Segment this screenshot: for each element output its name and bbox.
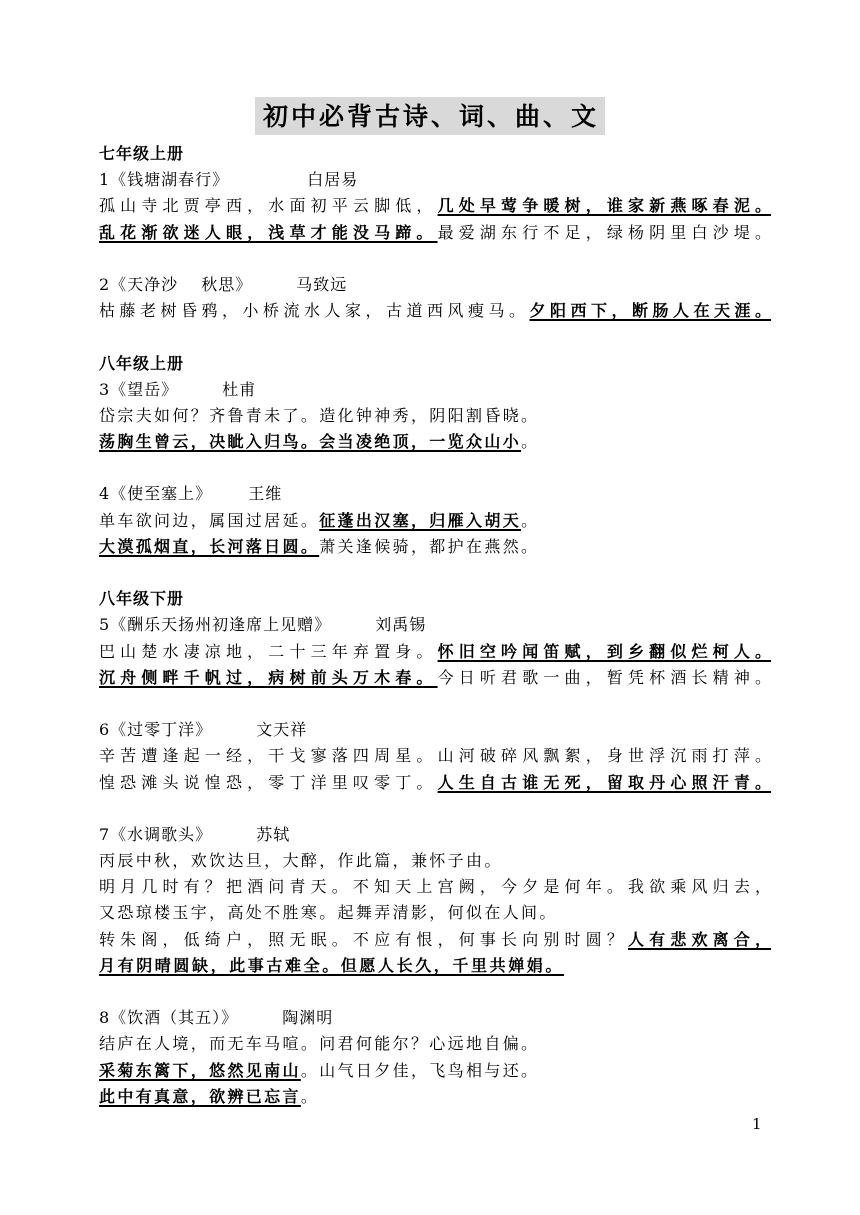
poem-7-line-4 <box>99 927 771 953</box>
poem-4-highlight: 征蓬出汉塞，归雁入胡天 <box>319 510 522 530</box>
poem-8-line-2 <box>99 1058 771 1084</box>
poem-7-line-1: 丙辰中秋，欢饮达旦，大醉，作此篇，兼怀子由。 <box>99 851 503 871</box>
poem-7-highlight: 人有悲欢离合， <box>628 929 771 949</box>
poem-6-heading <box>99 717 771 743</box>
poem-6-author: 文天祥 <box>256 720 308 740</box>
poem-6-line-2 <box>99 770 771 796</box>
poem-1-line-2 <box>99 220 771 246</box>
poem-4-text: 单车欲问边，属国过居延。 <box>99 510 320 530</box>
poem-7-author: 苏轼 <box>256 824 291 844</box>
poem-4-text: 。 <box>521 510 540 530</box>
poem-7-line-3: 又恐琼楼玉宇，高处不胜寒。起舞弄清影，何似在人间。 <box>99 903 558 923</box>
poem-1-title: 1《钱塘湖春行》 <box>99 170 230 190</box>
document-title-text: 初中必背古诗、词、曲、文 <box>255 97 605 135</box>
poem-5-author: 刘禹锡 <box>375 615 427 635</box>
poem-2-line-1 <box>99 298 771 324</box>
poem-4-author: 王维 <box>248 484 283 504</box>
grade-heading-7-upper: 七年级上册 <box>99 144 185 163</box>
poem-1-text: 孤山寺北贾亭西，水面初平云脚低， <box>99 196 438 216</box>
poem-2-title: 2《天净沙 秋思》 <box>99 274 253 294</box>
poem-3-line-1: 岱宗夫如何？齐鲁青未了。造化钟神秀，阴阳割昏晓。 <box>99 405 540 425</box>
poem-1-highlight: 乱花渐欲迷人眼，浅草才能没马蹄。 <box>99 222 438 242</box>
poem-6-line-1: 辛苦遭逢起一经，干戈寥落四周星。山河破碎风飘絮，身世浮沉雨打萍。 <box>99 746 771 766</box>
poem-7-highlight: 月有阴晴圆缺，此事古难全。但愿人长久，千里共婵娟。 <box>99 955 565 975</box>
poem-7-line-2: 明月几时有？把酒问青天。不知天上宫阙，今夕是何年。我欲乘风归去， <box>99 877 771 897</box>
poem-7-heading <box>99 822 771 848</box>
poem-5-highlight: 沉舟侧畔千帆过，病树前头万木春。 <box>99 667 438 687</box>
poem-1-line-1 <box>99 193 771 219</box>
poem-2-text: 枯藤老树昏鸦，小桥流水人家，古道西风瘦马。 <box>99 301 530 321</box>
poem-4-title: 4《使至塞上》 <box>99 484 213 504</box>
poem-4-highlight: 大漠孤烟直，长河落日圆。 <box>99 536 320 556</box>
poem-3-highlight: 荡胸生曾云，决眦入归鸟。会当凌绝顶，一览众山小 <box>99 432 522 452</box>
poem-2-heading <box>99 272 771 298</box>
poem-4-text: 萧关逢候骑，都护在燕然。 <box>319 536 540 556</box>
poem-5-line-2 <box>99 665 771 691</box>
grade-heading-8-upper: 八年级上册 <box>99 353 185 373</box>
poem-6-highlight: 人生自古谁无死，留取丹心照汗青。 <box>437 772 771 792</box>
poem-1-highlight: 几处早莺争暖树，谁家新燕啄春泥。 <box>437 196 771 216</box>
poem-8-heading <box>99 1005 771 1031</box>
poem-8-line-1: 结庐在人境，而无车马喧。问君何能尔？心远地自偏。 <box>99 1034 540 1054</box>
poem-5-text: 今日听君歌一曲，暂凭杯酒长精神。 <box>437 667 771 687</box>
poem-7-line-5 <box>99 953 771 979</box>
poem-8-highlight: 此中有真意，欲辨已忘言 <box>99 1086 301 1106</box>
poem-8-text: 。山气日夕佳，飞鸟相与还。 <box>300 1060 540 1080</box>
poem-8-text: 。 <box>300 1086 320 1106</box>
poem-2-highlight: 夕阳西下，断肠人在天涯。 <box>529 301 771 321</box>
poem-5-title: 5《酬乐天扬州初逢席上见赠》 <box>99 615 332 635</box>
poem-1-author: 白居易 <box>307 170 359 190</box>
poem-8-highlight: 采菊东篱下，悠然见南山 <box>99 1060 301 1080</box>
poem-8-line-3 <box>99 1084 771 1110</box>
poem-3-heading <box>99 377 771 403</box>
poem-8-author: 陶渊明 <box>282 1008 334 1028</box>
poem-7-text: 转朱阁，低绮户，照无眠。不应有恨，何事长向别时圆？ <box>99 929 629 949</box>
poem-8-title: 8《饮酒（其五）》 <box>99 1008 239 1028</box>
poem-5-heading <box>99 612 771 638</box>
poem-3-text: 。 <box>521 432 540 452</box>
poem-1-text: 最爱湖东行不足，绿杨阴里白沙堤。 <box>437 222 771 242</box>
poem-3-line-2 <box>99 429 771 455</box>
poem-5-highlight: 怀旧空吟闻笛赋，到乡翻似烂柯人。 <box>437 641 771 661</box>
poem-7-title: 7《水调歌头》 <box>99 824 213 844</box>
grade-heading-8-lower: 八年级下册 <box>99 589 185 609</box>
page-number: 1 <box>752 1115 762 1133</box>
poem-1-heading <box>99 167 771 193</box>
poem-6-title: 6《过零丁洋》 <box>99 720 213 740</box>
poem-6-text: 惶恐滩头说惶恐，零丁洋里叹零丁。 <box>99 772 438 792</box>
poem-2-author: 马致远 <box>296 274 348 294</box>
poem-5-text: 巴山楚水凄凉地，二十三年弃置身。 <box>99 641 438 661</box>
poem-5-line-1 <box>99 639 771 665</box>
document-title <box>0 97 860 135</box>
poem-list <box>99 141 771 1110</box>
poem-3-author: 杜甫 <box>222 379 257 399</box>
poem-4-heading <box>99 481 771 507</box>
poem-4-line-1 <box>99 508 771 534</box>
poem-4-line-2 <box>99 534 771 560</box>
poem-3-title: 3《望岳》 <box>99 379 179 399</box>
